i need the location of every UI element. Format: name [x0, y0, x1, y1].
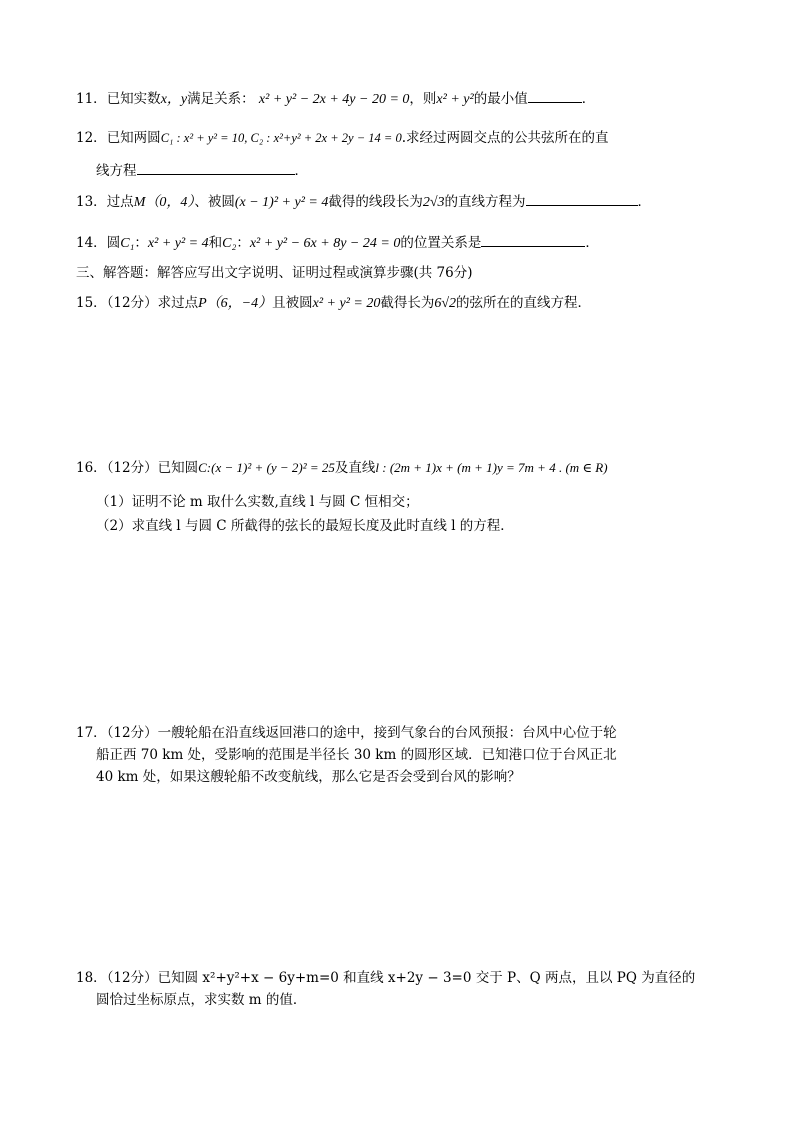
question-text: 、被圆 — [194, 194, 235, 210]
question-text: 且被圆 — [272, 295, 313, 311]
question-text: 的最小值 — [473, 91, 528, 107]
math-circle: C:(x − 1)² + (y − 2)² = 25 — [198, 460, 335, 475]
math-c1: C₁ — [120, 236, 135, 251]
question-text: 截得长为 — [380, 295, 435, 311]
math-equation: x² + y² − 2x + 4y − 20 = 0 — [258, 92, 410, 107]
question-text: 满足关系： — [187, 91, 255, 107]
question-text: 和 — [208, 235, 223, 251]
math-circle: x² + y² = 20 — [312, 296, 381, 311]
question-17-line3: 40 km 处，如果这艘轮船不改变航线，那么它是否会受到台风的影响？ — [96, 769, 521, 785]
math-equation-2: x² + y² − 6x + 8y − 24 = 0 — [249, 236, 401, 251]
answer-blank[interactable] — [137, 160, 295, 175]
math-point: M（0，4） — [133, 195, 195, 210]
question-text: 已知两圆 — [106, 130, 161, 146]
question-text: 的弦所在的直线方程． — [456, 295, 592, 311]
question-text: 过点 — [106, 194, 134, 210]
question-text: 一艘轮船在沿直线返回港口的途中，接到气象台的台风预报：台风中心位于轮 — [157, 725, 617, 741]
math-length: 2√3 — [422, 195, 445, 210]
math-equation-1: x² + y² = 4 — [147, 236, 209, 251]
question-end: ． — [581, 91, 596, 107]
question-text: 求过点 — [157, 295, 199, 311]
question-end: ． — [637, 194, 652, 210]
question-text: ： — [134, 235, 148, 251]
question-text: .求经过两圆交点的公共弦所在的直 — [401, 130, 609, 146]
question-number: 11． — [76, 91, 107, 107]
question-text: 已知圆 x²+y²+x − 6y+m=0 和直线 x+2y − 3=0 交于 P、Q 两点，且以 PQ 为直径的 — [157, 970, 696, 986]
question-17-line2: 船正西 70 km 处，受影响的范围是半径长 30 km 的圆形区域．已知港口位于台风正北 — [96, 747, 617, 763]
question-text: 已知实数 — [106, 91, 161, 107]
question-18-line2: 圆恰过坐标原点，求实数 m 的值． — [96, 992, 307, 1008]
math-c2: C₂ — [222, 236, 237, 251]
question-11 — [76, 88, 595, 110]
question-number: 14． — [76, 235, 107, 251]
question-score: （12分） — [106, 725, 158, 741]
math-expression: x² + y² — [436, 92, 474, 107]
question-text: 截得的线段长为 — [328, 194, 423, 210]
question-text: 已知圆 — [157, 460, 199, 476]
question-text: 的位置关系是 — [400, 235, 482, 251]
question-17 — [76, 723, 617, 743]
math-point: P（6，−4） — [198, 296, 273, 311]
math-vars: x，y — [160, 92, 188, 107]
question-number: 16． — [76, 460, 107, 476]
question-number: 17． — [76, 725, 107, 741]
question-12-line2 — [96, 160, 308, 181]
question-15 — [76, 293, 591, 314]
question-end: ． — [585, 235, 599, 251]
question-number: 12． — [76, 130, 107, 146]
section-heading: 三、解答题：解答应写出文字说明、证明过程或演算步骤(共 76分) — [76, 265, 473, 281]
question-number: 13． — [76, 194, 107, 210]
question-text: 圆 — [106, 235, 121, 251]
question-12 — [76, 128, 609, 148]
math-length: 6√2 — [434, 296, 457, 311]
math-circle: (x − 1)² + y² = 4 — [234, 195, 329, 210]
question-score: （12分） — [106, 295, 158, 311]
question-text: 的直线方程为 — [444, 194, 526, 210]
question-16-part-1: （1）证明不论 m 取什么实数,直线 l 与圆 C 恒相交； — [96, 494, 419, 510]
question-number: 15． — [76, 295, 107, 311]
math-circles: C₁ : x² + y² = 10, C₂ : x²+y² + 2x + 2y − 14 = 0 — [160, 131, 402, 145]
question-text: ，则 — [409, 91, 437, 107]
question-14 — [76, 232, 599, 254]
answer-blank[interactable] — [481, 232, 585, 247]
question-text: ： — [236, 235, 250, 251]
answer-blank[interactable] — [528, 88, 582, 103]
question-18 — [76, 968, 695, 988]
question-16 — [76, 458, 608, 478]
question-13 — [76, 191, 651, 213]
question-number: 18． — [76, 970, 107, 986]
question-end: ． — [294, 163, 308, 179]
answer-blank[interactable] — [526, 191, 638, 206]
question-score: （12分） — [106, 970, 158, 986]
question-score: （12分） — [106, 460, 158, 476]
math-line: l : (2m + 1)x + (m + 1)y = 7m + 4 . (m ∈ R) — [375, 460, 608, 475]
question-text: 线方程 — [96, 163, 137, 179]
question-16-part-2: （2）求直线 l 与圆 C 所截得的弦长的最短长度及此时直线 l 的方程． — [96, 518, 514, 534]
question-text: 及直线 — [334, 460, 376, 476]
